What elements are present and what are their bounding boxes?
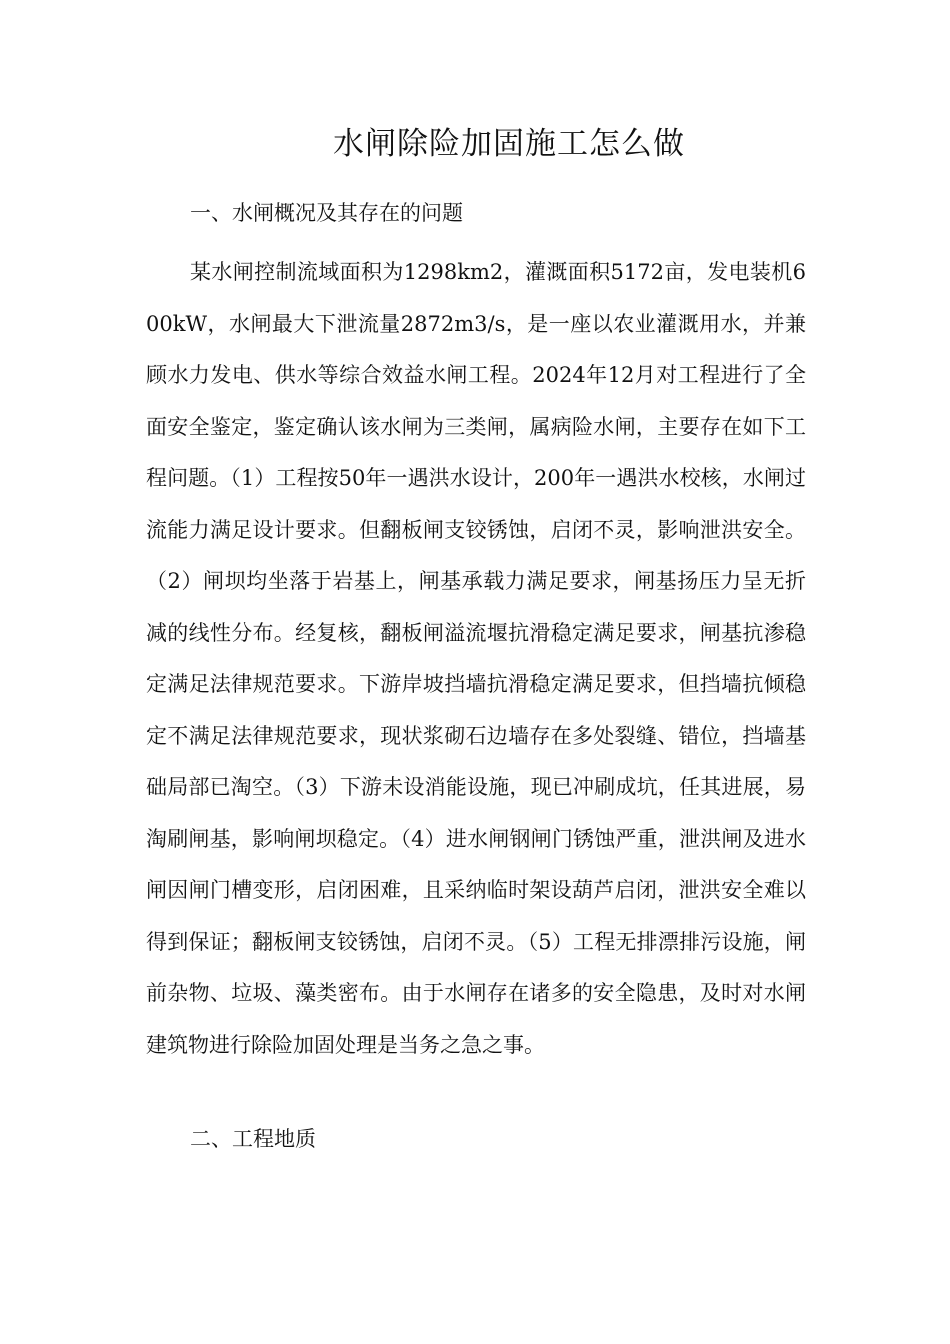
section-body-overview: 某水闸控制流域面积为1298km2，灌溉面积5172亩，发电装机600kW，水闸最大下泄流量2872m3/s，是一座以农业灌溉用水，并兼顾水力发电、供水等综合效益水闸工程。2024年12月对工程进行了全面安全鉴定，鉴定确认该水闸为三类闸，属病险水闸，主要存在如下工程问题。（1）工程按50年一遇洪水设计，200年一遇洪水校核，水闸过流能力满足设计要求。但翻板闸支铰锈蚀，启闭不灵，影响泄洪安全。（2）闸坝均坐落于岩基上，闸基承载力满足要求，闸基扬压力呈无折减的线性分布。经复核，翻板闸溢流堰抗滑稳定满足要求，闸基抗渗稳定满足法律规范要求。下游岸坡挡墙抗滑稳定满足要求，但挡墙抗倾稳定不满足法律规范要求，现状浆砌石边墙存在多处裂缝、错位，挡墙基础局部已淘空。（3）下游未设消能设施，现已冲刷成坑，任其进展，易淘刷闸基，影响闸坝稳定。（4）进水闸钢闸门锈蚀严重，泄洪闸及进水闸因闸门槽变形，启闭困难，且采纳临时架设葫芦启闭，泄洪安全难以得到保证；翻板闸支铰锈蚀，启闭不灵。（5）工程无排漂排污设施，闸前杂物、垃圾、藻类密布。由于水闸存在诸多的安全隐患，及时对水闸建筑物进行除险加固处理是当务之急之事。 (146, 260, 806, 1057)
section-heading-overview: 一、水闸概况及其存在的问题 (190, 201, 463, 225)
document-title: 水闸除险加固施工怎么做 (333, 126, 685, 162)
section-heading-geology: 二、工程地质 (190, 1127, 316, 1151)
